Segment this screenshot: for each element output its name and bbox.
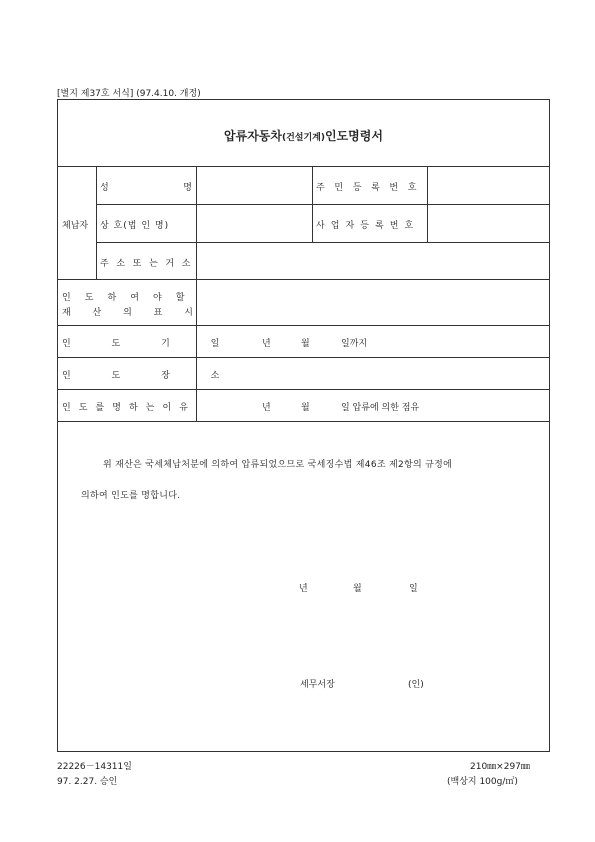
trade-name-label: 상 호(법 인 명) — [100, 221, 170, 231]
deadline-month: 월 — [301, 339, 310, 349]
title-main-a: 압류자동차 — [224, 129, 282, 143]
name-label — [100, 180, 192, 193]
form-frame — [57, 99, 550, 752]
issue-date-day: 일 — [409, 584, 418, 594]
form-title — [57, 127, 550, 144]
name-label-char: 성 — [100, 183, 109, 193]
row-divider — [57, 357, 550, 358]
row-divider — [97, 204, 550, 205]
reason-year: 년 — [262, 403, 271, 413]
seal-mark: (인) — [408, 680, 424, 690]
row-divider — [97, 242, 550, 243]
resident-number-label: 주 민 등 록 번 호 — [316, 183, 420, 193]
issue-date-month: 월 — [353, 584, 362, 594]
name-label-char: 명 — [183, 183, 192, 193]
signer-title: 세무서장 — [300, 680, 335, 690]
title-paren: (건설기계) — [281, 133, 325, 143]
reason-label: 인 도 를 명 하 는 이 유 — [62, 403, 191, 413]
reason-month: 월 — [301, 403, 310, 413]
business-number-label: 사 업 자 등 록 번 호 — [316, 221, 415, 231]
deadline-day: 일까지 — [341, 339, 368, 349]
property-label-line2: 재 산 의 표 시 — [62, 308, 203, 318]
col-divider — [427, 166, 428, 242]
row-divider — [57, 166, 550, 167]
row-divider — [57, 389, 550, 390]
body-line-2: 의하여 인도를 명합니다. — [81, 491, 181, 501]
col-divider — [312, 166, 313, 242]
title-main-b: 인도명령서 — [325, 129, 383, 143]
property-label-line1: 인 도 하 여 야 할 — [62, 293, 191, 303]
row-divider — [57, 325, 550, 326]
footer-paper: (백상지 100g/㎡) — [447, 777, 518, 787]
deadline-year: 년 — [262, 339, 271, 349]
body-line-1: 위 재산은 국세체납처분에 의하여 압류되었으므로 국세징수법 제46조 제2항의 규정에 — [103, 460, 453, 470]
address-label: 주 소 또 는 거 소 — [100, 259, 193, 269]
footer-code: 22226－14311일 — [57, 762, 132, 772]
form-number: [별지 제37호 서식] (97.4.10. 개정) — [57, 89, 201, 99]
footer-size: 210㎜×297㎜ — [470, 762, 530, 772]
taxpayer-label: 체납자 — [62, 221, 89, 231]
issue-date-year: 년 — [299, 584, 308, 594]
reason-day: 일 압류에 의한 점유 — [341, 403, 420, 413]
place-label: 인 도 장 소 — [62, 371, 239, 381]
col-divider — [96, 166, 97, 279]
name-label-text — [100, 180, 192, 193]
col-divider — [196, 166, 197, 421]
footer-approval: 97. 2.27. 승인 — [57, 777, 118, 787]
deadline-label: 인 도 기 일 — [62, 339, 239, 349]
row-divider — [57, 421, 550, 422]
row-divider — [57, 279, 550, 280]
